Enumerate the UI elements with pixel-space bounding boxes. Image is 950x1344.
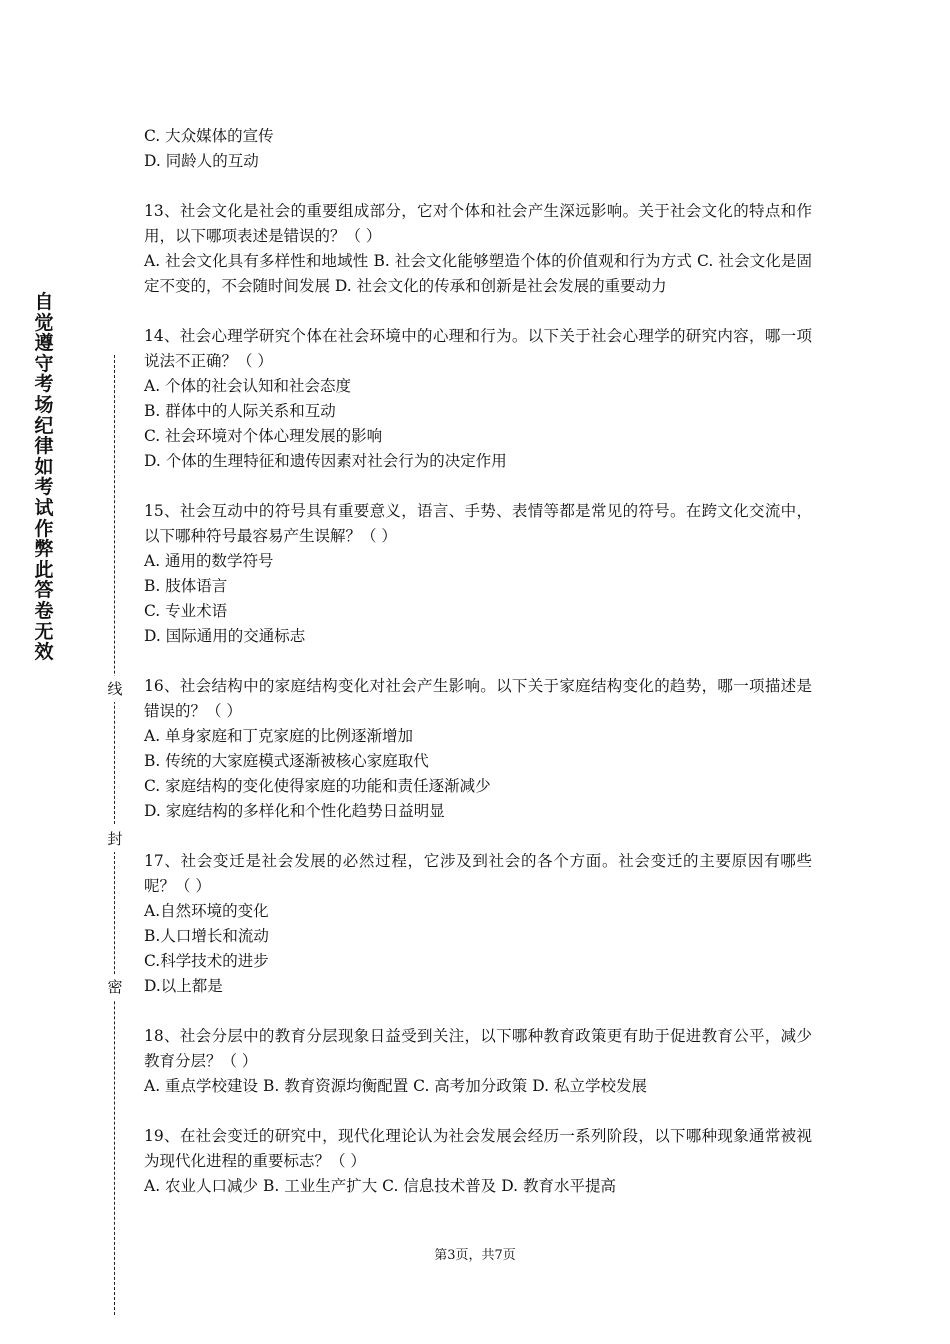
answer-option: A. 通用的数学符号 <box>144 552 274 570</box>
answer-option: C. 专业术语 <box>144 602 228 620</box>
question-block <box>144 499 812 649</box>
question-block <box>144 1024 812 1099</box>
answer-option: A. 重点学校建设 B. 教育资源均衡配置 C. 高考加分政策 D. 私立学校发展 <box>144 1077 647 1095</box>
answer-option: D.以上都是 <box>144 977 223 995</box>
question-stem: 13、社会文化是社会的重要组成部分，它对个体和社会产生深远影响。关于社会文化的特点和作用，以下哪项表述是错误的？（ ） <box>144 202 812 245</box>
answer-option: B. 肢体语言 <box>144 577 228 595</box>
binding-mark-line: 线 <box>106 676 124 702</box>
answer-option: B. 传统的大家庭模式逐渐被核心家庭取代 <box>144 752 429 770</box>
question-block <box>144 199 812 299</box>
page-footer: 第3页，共7页 <box>434 1248 516 1263</box>
answer-option: C. 社会环境对个体心理发展的影响 <box>144 427 383 445</box>
question-block <box>144 674 812 824</box>
answer-option: A. 个体的社会认知和社会态度 <box>144 377 352 395</box>
answer-option: B.人口增长和流动 <box>144 927 269 945</box>
answer-option: D. 家庭结构的多样化和个性化趋势日益明显 <box>144 802 445 820</box>
answer-option: A. 农业人口减少 B. 工业生产扩大 C. 信息技术普及 D. 教育水平提高 <box>144 1177 616 1195</box>
question-stem: 14、社会心理学研究个体在社会环境中的心理和行为。以下关于社会心理学的研究内容，哪一项说法不正确？（ ） <box>144 327 812 370</box>
answer-option: D. 同龄人的互动 <box>144 152 259 170</box>
answer-option: B. 群体中的人际关系和互动 <box>144 402 336 420</box>
answer-option: A. 社会文化具有多样性和地域性 B. 社会文化能够塑造个体的价值观和行为方式 C. 社会文化是固定不变的，不会随时间发展 D. 社会文化的传承和创新是社会发展的重要动力 <box>144 252 812 295</box>
answer-option: C.科学技术的进步 <box>144 952 269 970</box>
answer-option: C. 家庭结构的变化使得家庭的功能和责任逐渐减少 <box>144 777 491 795</box>
binding-mark-dense: 密 <box>106 974 124 1000</box>
answer-option: C. 大众媒体的宣传 <box>144 127 274 145</box>
answer-option: A.自然环境的变化 <box>144 902 269 920</box>
question-stem: 19、在社会变迁的研究中，现代化理论认为社会发展会经历一系列阶段，以下哪种现象通常被视为现代化进程的重要标志？（ ） <box>144 1127 812 1170</box>
exam-discipline-notice: 自觉遵守考场纪律如考试作弊此答卷无效 <box>34 291 54 664</box>
question-stem: 16、社会结构中的家庭结构变化对社会产生影响。以下关于家庭结构变化的趋势，哪一项描述是错误的？（ ） <box>144 677 812 720</box>
question-block <box>144 849 812 999</box>
question-stem: 17、社会变迁是社会发展的必然过程，它涉及到社会的各个方面。社会变迁的主要原因有哪些呢？（ ） <box>144 852 812 895</box>
question-list <box>144 124 812 1224</box>
question-stem: 18、社会分层中的教育分层现象日益受到关注，以下哪种教育政策更有助于促进教育公平，减少教育分层？（ ） <box>144 1027 812 1070</box>
question-block <box>144 324 812 474</box>
answer-option: D. 国际通用的交通标志 <box>144 627 306 645</box>
question-block <box>144 124 812 174</box>
answer-option: D. 个体的生理特征和遗传因素对社会行为的决定作用 <box>144 452 507 470</box>
answer-option: A. 单身家庭和丁克家庭的比例逐渐增加 <box>144 727 414 745</box>
question-stem: 15、社会互动中的符号具有重要意义，语言、手势、表情等都是常见的符号。在跨文化交流中，以下哪种符号最容易产生误解？（ ） <box>144 502 812 545</box>
question-block <box>144 1124 812 1199</box>
binding-mark-seal: 封 <box>106 826 124 852</box>
